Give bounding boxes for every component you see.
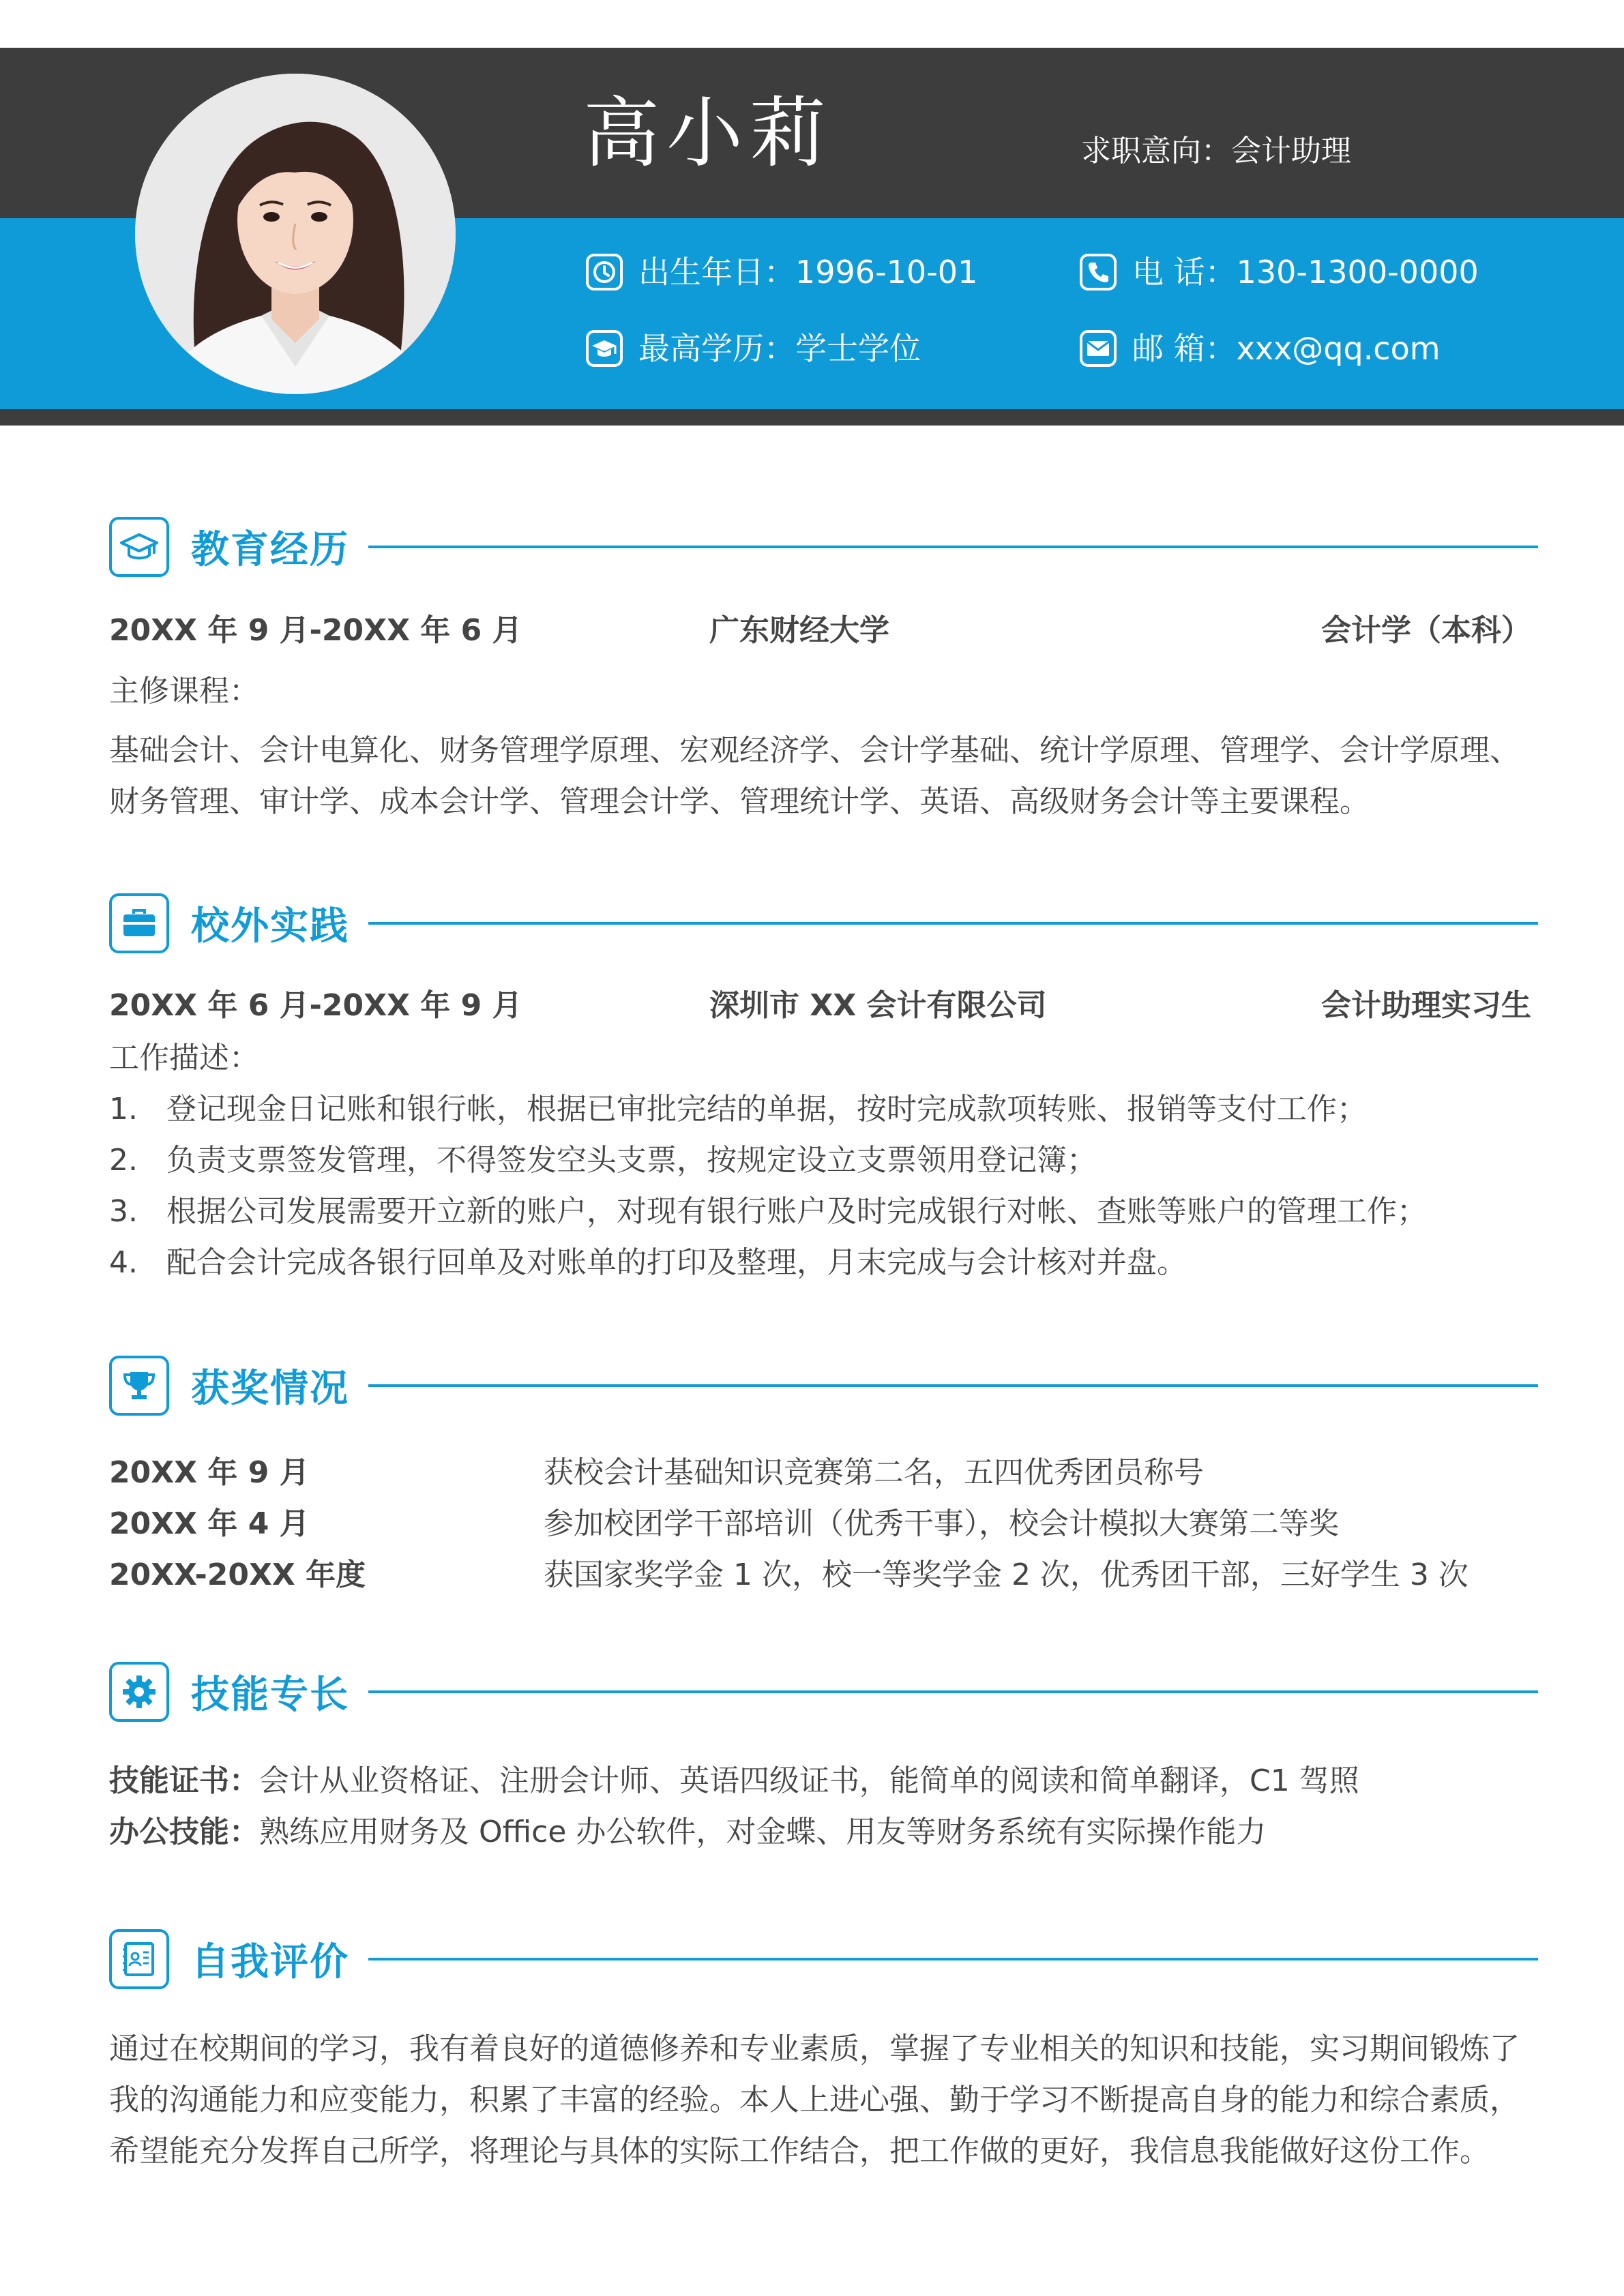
birth-info (585, 253, 977, 291)
award-date: 20XX-20XX 年度 (109, 1557, 366, 1592)
practice-section-title: 校外实践 (191, 904, 349, 949)
email-info (1079, 329, 1441, 368)
gear-icon (119, 1671, 160, 1712)
education-school: 广东财经大学 (709, 613, 889, 648)
award-row (109, 1550, 366, 1600)
practice-period: 20XX 年 6 月-20XX 年 9 月 (109, 988, 522, 1023)
mail-icon (1079, 329, 1117, 368)
practice-section-icon-box (109, 893, 169, 953)
skill-cert-label: 技能证书： (109, 1763, 259, 1798)
practice-section-header (109, 892, 1538, 955)
awards-section-header (109, 1354, 1538, 1417)
work-item-text: 根据公司发展需要开立新的账户，对现有银行账户及时完成银行对帐、查账等账户的管理工作； (166, 1194, 1427, 1229)
work-item-text: 配合会计完成各银行回单及对账单的打印及整理，月末完成与会计核对并盘。 (166, 1245, 1187, 1280)
trophy-icon (119, 1365, 160, 1406)
clock-icon (585, 253, 623, 291)
self-eval-section-header (109, 1928, 1538, 1991)
graduation-cap-icon (119, 526, 160, 567)
skills-section-title: 技能专长 (191, 1673, 349, 1717)
award-text: 获国家奖学金 1 次，校一等奖学金 2 次，优秀团干部，三好学生 3 次 (544, 1557, 1468, 1592)
award-row (109, 1499, 310, 1549)
work-desc-label: 工作描述： (109, 1041, 259, 1075)
job-intent: 求职意向：会计助理 (1081, 134, 1351, 168)
section-divider (368, 1384, 1538, 1387)
education-major: 会计学（本科） (1321, 613, 1531, 648)
self-eval-section-title: 自我评价 (191, 1940, 349, 1984)
skill-office-text: 熟练应用财务及 Office 办公软件，对金蝶、用友等财务系统有实际操作能力 (259, 1815, 1267, 1849)
email-text: 邮 箱：xxx@qq.com (1132, 330, 1441, 367)
award-text: 参加校团学干部培训（优秀干事），校会计模拟大赛第二等奖 (544, 1506, 1339, 1541)
practice-role: 会计助理实习生 (1321, 988, 1531, 1023)
candidate-name: 高小莉 (583, 89, 833, 178)
award-text: 获校会计基础知识竞赛第二名，五四优秀团员称号 (544, 1455, 1204, 1490)
skill-cert-row (109, 1756, 1359, 1806)
awards-section-title: 获奖情况 (191, 1367, 349, 1411)
work-item (109, 1135, 1097, 1186)
work-item (109, 1084, 1367, 1135)
award-row (109, 1448, 310, 1498)
education-section-header (109, 516, 1538, 578)
work-item-text: 登记现金日记账和银行帐，根据已审批完结的单据，按时完成款项转账、报销等支付工作； (166, 1092, 1367, 1127)
courses-line-2: 财务管理、审计学、成本会计学、管理会计学、管理统计学、英语、高级财务会计等主要课程。 (109, 784, 1370, 819)
education-section-icon-box (109, 517, 169, 577)
avatar (135, 74, 456, 394)
self-eval-line-3: 希望能充分发挥自己所学，将理论与具体的实际工作结合，把工作做的更好，我信息我能做好这份工作。 (109, 2134, 1490, 2168)
self-eval-section-icon-box (109, 1929, 169, 1989)
header-bottom-strip (0, 409, 1624, 426)
work-item-number: 3. (109, 1194, 138, 1229)
phone-icon (1079, 253, 1117, 291)
self-eval-line-2: 我的沟通能力和应变能力，积累了丰富的经验。本人上进心强、勤于学习不断提高自身的能力和综合素质， (109, 2083, 1520, 2117)
education-period: 20XX 年 9 月-20XX 年 6 月 (109, 613, 522, 648)
skill-office-label: 办公技能： (109, 1815, 259, 1849)
work-item-number: 1. (109, 1092, 138, 1127)
section-divider (368, 1958, 1538, 1960)
work-item (109, 1187, 1427, 1237)
award-date: 20XX 年 9 月 (109, 1455, 310, 1490)
courses-label: 主修课程： (109, 674, 259, 709)
practice-company: 深圳市 XX 会计有限公司 (709, 988, 1047, 1023)
skill-office-row (109, 1807, 1266, 1858)
work-item (109, 1238, 1187, 1288)
education-text: 最高学历：学士学位 (638, 330, 921, 367)
work-item-number: 2. (109, 1143, 138, 1178)
section-divider (368, 1690, 1538, 1693)
skills-section-header (109, 1660, 1538, 1723)
award-date: 20XX 年 4 月 (109, 1506, 310, 1541)
briefcase-icon (119, 903, 160, 944)
education-info (585, 329, 921, 368)
education-section-title: 教育经历 (191, 528, 349, 572)
skills-section-icon-box (109, 1662, 169, 1722)
awards-section-icon-box (109, 1356, 169, 1416)
work-item-text: 负责支票签发管理，不得签发空头支票，按规定设立支票领用登记簿； (166, 1143, 1097, 1178)
work-item-number: 4. (109, 1245, 138, 1280)
birth-text: 出生年日：1996-10-01 (638, 254, 978, 290)
skill-cert-text: 会计从业资格证、注册会计师、英语四级证书，能简单的阅读和简单翻译，C1 驾照 (259, 1763, 1359, 1798)
phone-text: 电 话：130-1300-0000 (1132, 254, 1479, 290)
section-divider (368, 546, 1538, 548)
portrait-image (135, 74, 456, 394)
section-divider (368, 922, 1538, 925)
phone-info (1079, 253, 1479, 291)
graduation-cap-icon (585, 329, 623, 368)
courses-line-1: 基础会计、会计电算化、财务管理学原理、宏观经济学、会计学基础、统计学原理、管理学、会计学原理、 (109, 733, 1520, 768)
self-eval-line-1: 通过在校期间的学习，我有着良好的道德修养和专业素质，掌握了专业相关的知识和技能，实习期间锻炼了 (109, 2031, 1520, 2066)
id-card-icon (119, 1939, 160, 1980)
